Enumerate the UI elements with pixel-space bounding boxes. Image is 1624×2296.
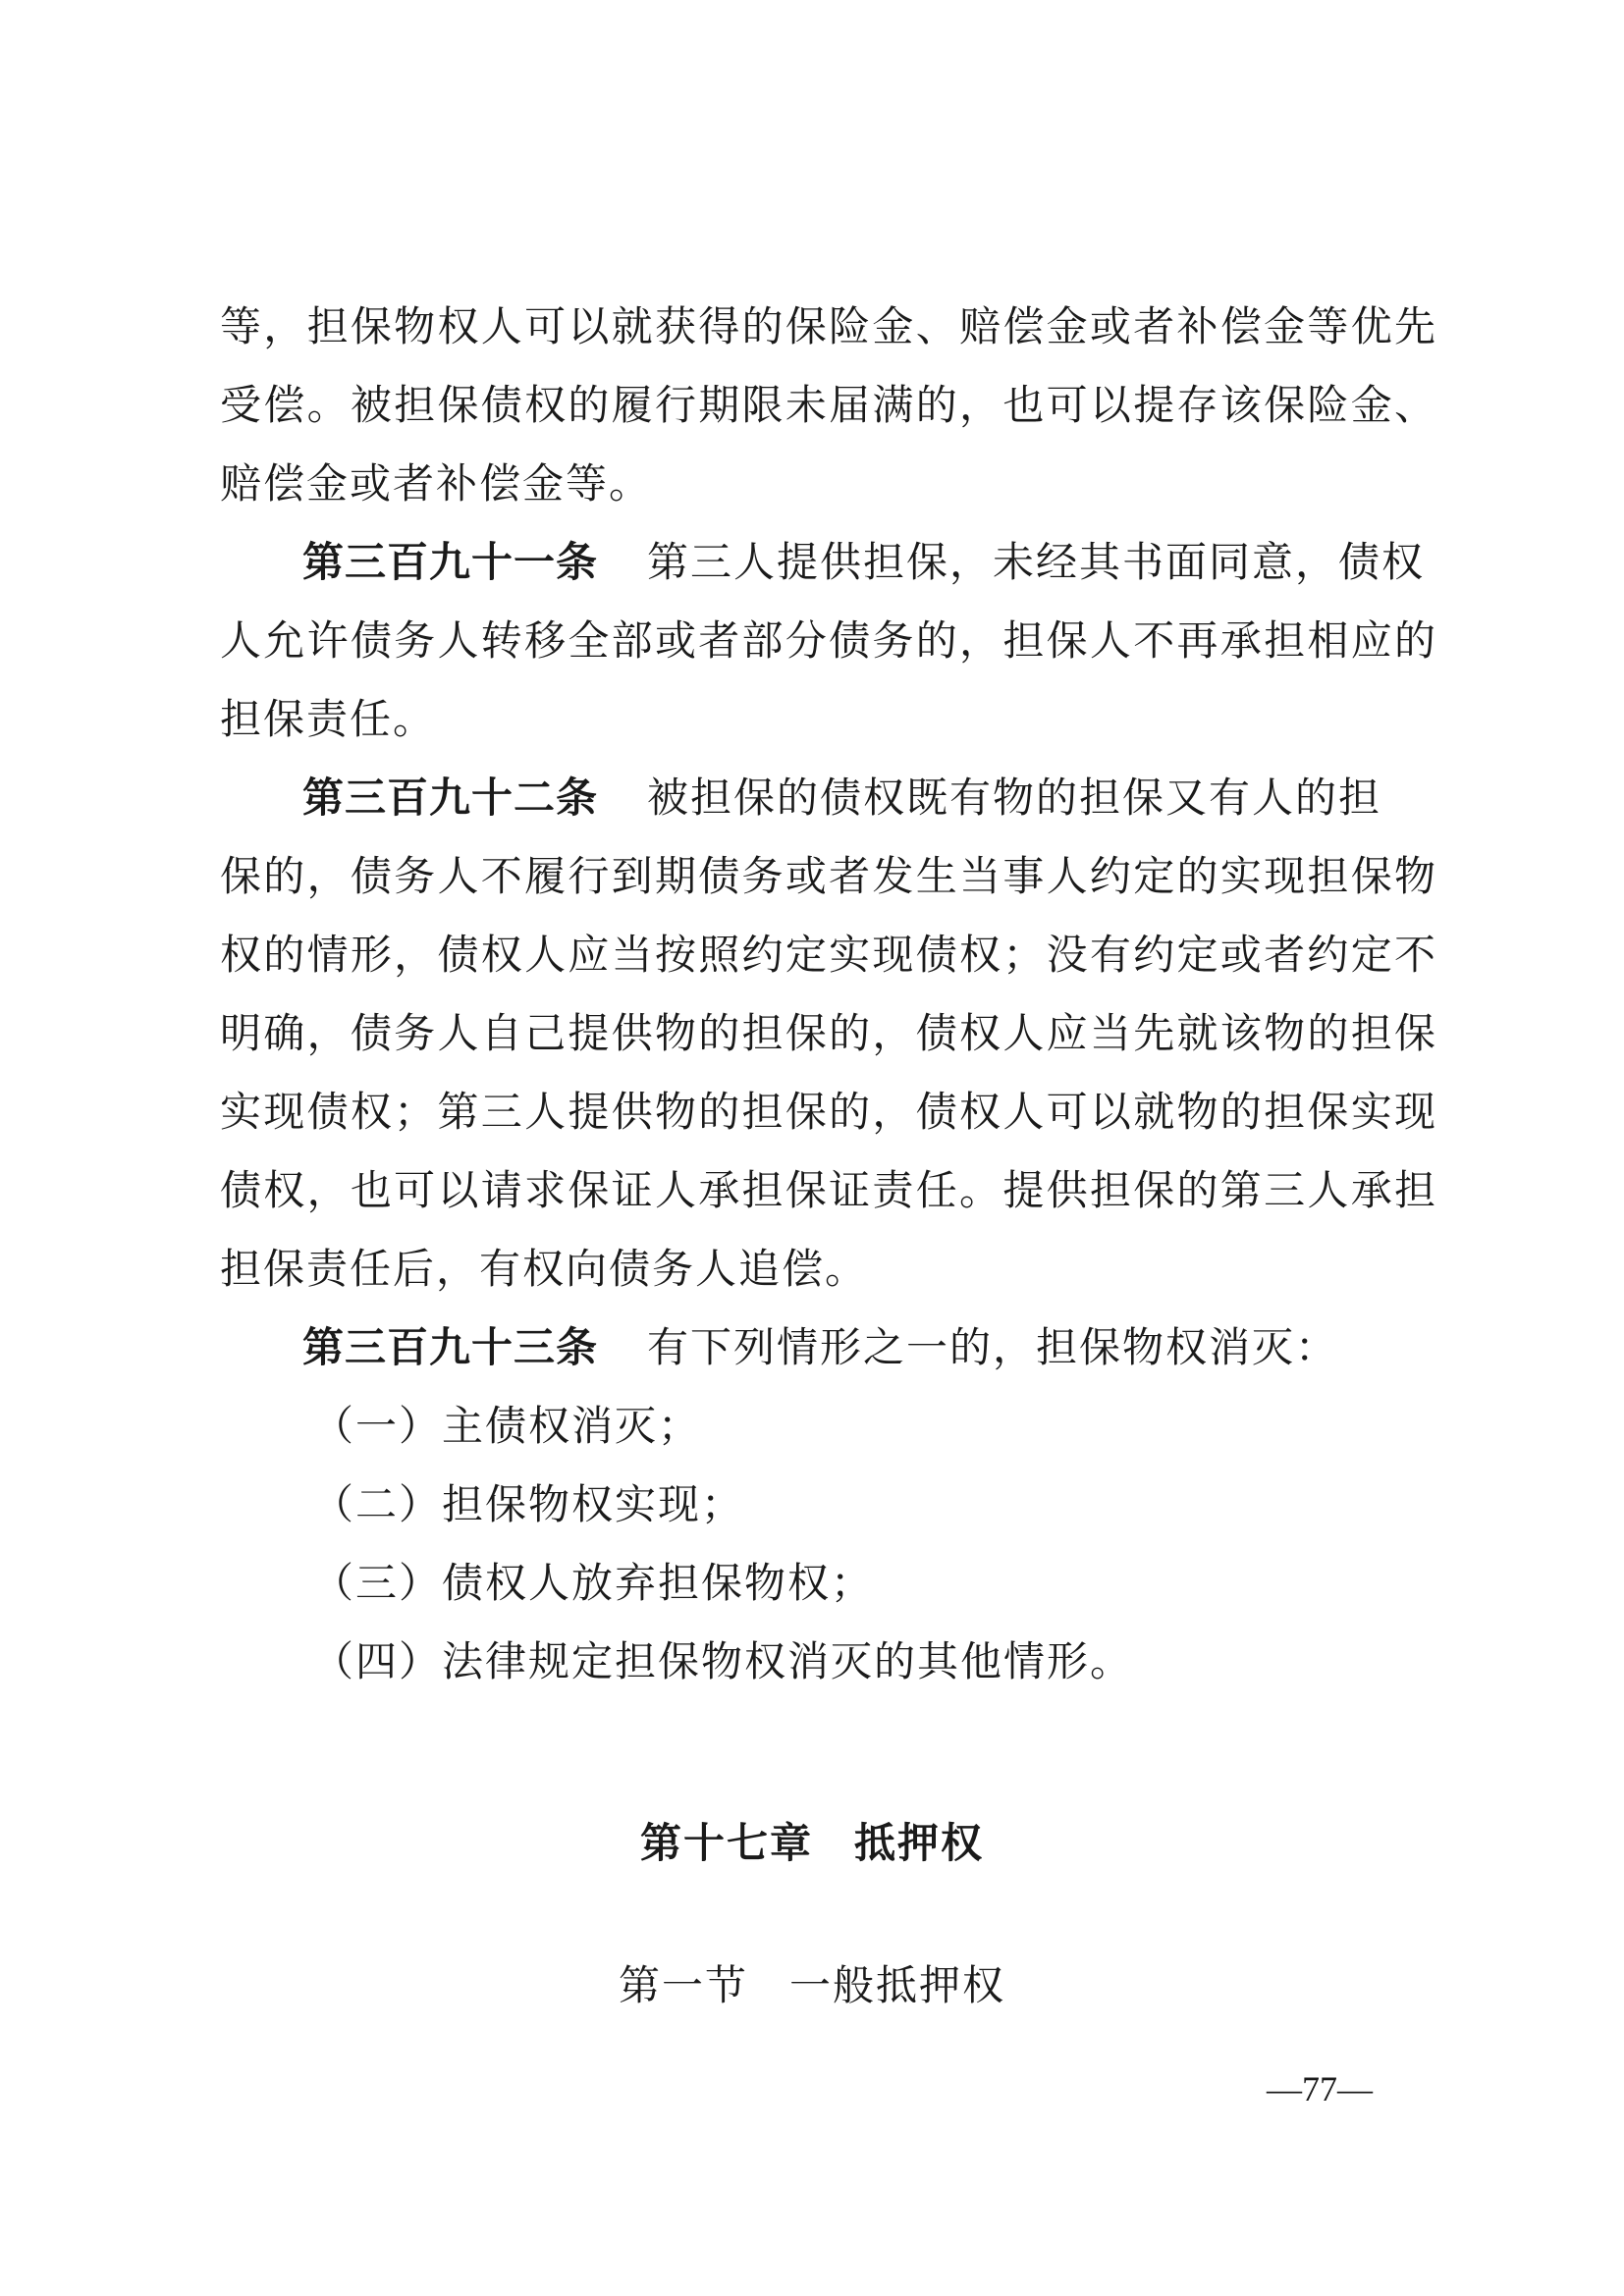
article-393-heading: 第三百九十三条 xyxy=(302,1323,599,1371)
list-item: （三）债权人放弃担保物权； xyxy=(312,1559,875,1607)
body-line: 明确，债务人自己提供物的担保的，债权人应当先就该物的担保 xyxy=(220,1009,1437,1057)
body-line: 担保责任。 xyxy=(220,695,437,743)
article-393-first-line xyxy=(302,1308,1437,1387)
list-item: （四）法律规定担保物权消灭的其他情形。 xyxy=(312,1637,1134,1685)
body-text: 第三人提供担保，未经其书面同意，债权 xyxy=(647,538,1426,586)
chapter-title: 抵押权 xyxy=(854,1819,985,1867)
body-line: 债权，也可以请求保证人承担保证责任。提供担保的第三人承担 xyxy=(220,1166,1437,1214)
body-line: 人允许债务人转移全部或者部分债务的，担保人不再承担相应的 xyxy=(220,616,1437,665)
section-title: 一般抵押权 xyxy=(789,1961,1006,2009)
body-line: 赔偿金或者补偿金等。 xyxy=(220,459,653,507)
page-number: —77— xyxy=(1267,2069,1373,2109)
body-line: 受偿。被担保债权的履行期限未届满的，也可以提存该保险金、 xyxy=(220,381,1437,429)
body-text: 有下列情形之一的，担保物权消灭： xyxy=(647,1323,1339,1371)
body-line: 权的情形，债权人应当按照约定实现债权；没有约定或者约定不 xyxy=(220,931,1437,979)
section-number: 第一节 xyxy=(618,1961,748,2009)
body-line: 等，担保物权人可以就获得的保险金、赔偿金或者补偿金等优先 xyxy=(220,302,1437,350)
list-item: （二）担保物权实现； xyxy=(312,1480,745,1528)
list-item: （一）主债权消灭； xyxy=(312,1402,702,1450)
article-391-first-line xyxy=(302,523,1437,602)
article-392-first-line xyxy=(302,759,1437,837)
chapter-number: 第十七章 xyxy=(639,1819,813,1867)
section-heading xyxy=(0,1947,1624,2025)
body-line: 担保责任后，有权向债务人追偿。 xyxy=(220,1245,869,1293)
chapter-heading xyxy=(0,1804,1624,1883)
body-text: 被担保的债权既有物的担保又有人的担 xyxy=(647,774,1382,822)
article-391-heading: 第三百九十一条 xyxy=(302,538,599,586)
article-392-heading: 第三百九十二条 xyxy=(302,774,599,822)
body-line: 实现债权；第三人提供物的担保的，债权人可以就物的担保实现 xyxy=(220,1088,1437,1136)
body-line: 保的，债务人不履行到期债务或者发生当事人约定的实现担保物 xyxy=(220,852,1437,900)
